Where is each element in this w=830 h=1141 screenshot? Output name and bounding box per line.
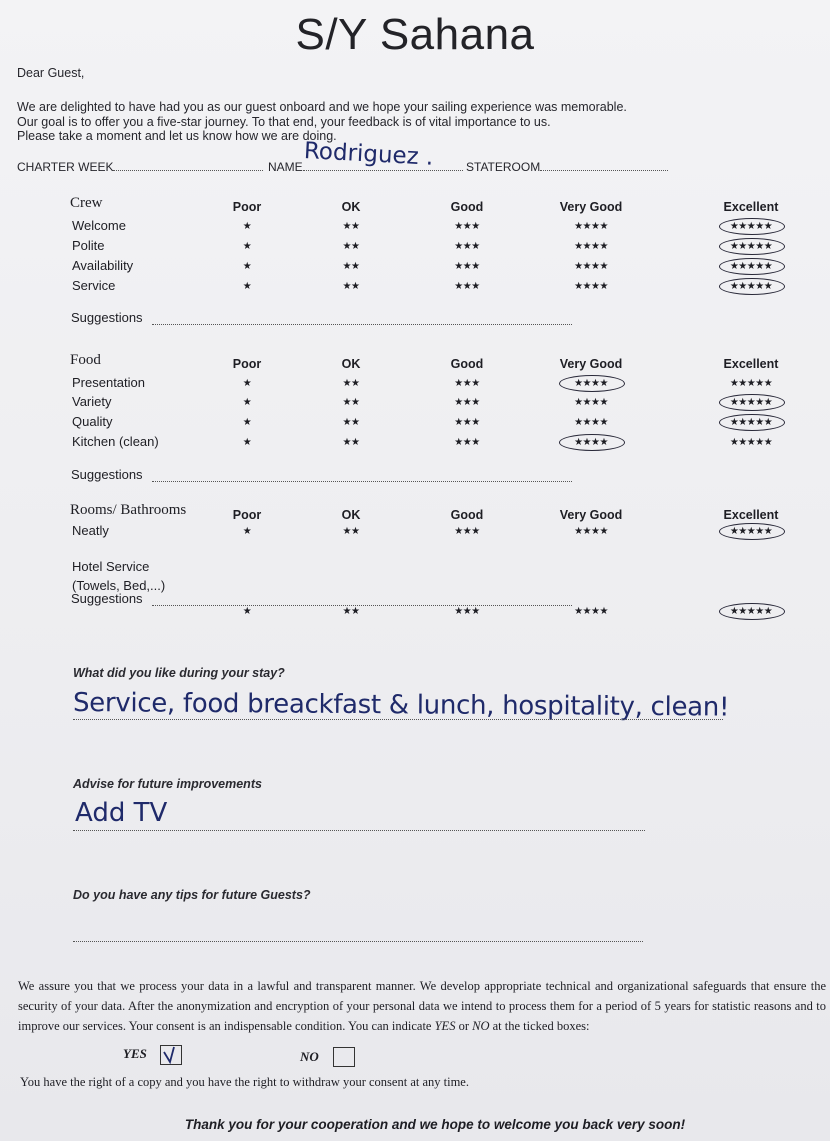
column-header-3: Very Good: [559, 200, 623, 214]
stateroom-field[interactable]: [466, 160, 668, 174]
column-header-4: Excellent: [723, 508, 779, 522]
rating-star-4[interactable]: ★★★★★: [729, 526, 773, 537]
suggestions-line-2[interactable]: [152, 604, 572, 606]
column-header-3: Very Good: [559, 357, 623, 371]
selected-rating-circle: [719, 218, 785, 235]
improve-question: Advise for future improvements: [73, 777, 262, 791]
charter-week-field[interactable]: [17, 160, 263, 174]
tips-question: Do you have any tips for future Guests?: [73, 888, 311, 902]
privacy-text-1: We assure you that we process your data in a lawful and transparent manner. We develop appropriate technical and organizational safeguards that ensure the security of your data. After the anonymization and encryption of your personal data we intend to process them for a period of 5 years for statistic reasons and to improve our services. Your consent is an indispensable condition. You can indicate: [18, 979, 826, 1033]
rating-star-2[interactable]: ★★★: [454, 261, 480, 272]
column-header-2: Good: [450, 357, 484, 371]
rating-star-3[interactable]: ★★★★: [574, 417, 608, 428]
liked-question: What did you like during your stay?: [73, 666, 285, 680]
rating-star-0[interactable]: ★: [242, 281, 252, 292]
suggestions-label-2: Suggestions: [71, 591, 143, 606]
rating-star-3[interactable]: ★★★★: [574, 606, 608, 617]
column-header-4: Excellent: [723, 200, 779, 214]
rating-star-0[interactable]: ★: [242, 378, 252, 389]
rating-star-1[interactable]: ★★: [342, 241, 360, 252]
rating-item-label: Welcome: [72, 218, 126, 233]
rating-star-2[interactable]: ★★★: [454, 417, 480, 428]
section-title-2: Rooms/ Bathrooms: [70, 502, 187, 518]
rating-star-4[interactable]: ★★★★★: [729, 437, 773, 448]
rating-star-1[interactable]: ★★: [342, 437, 360, 448]
selected-rating-circle: [559, 434, 625, 451]
consent-yes-checkbox[interactable]: [160, 1045, 182, 1065]
intro-line-1: We are delighted to have had you as our guest onboard and we hope your sailing experience was memorable.: [17, 100, 627, 114]
rating-star-2[interactable]: ★★★: [454, 241, 480, 252]
stateroom-line: [540, 160, 668, 171]
liked-answer[interactable]: Service, food breackfast & lunch, hospitality, clean!: [72, 688, 730, 723]
rating-star-4[interactable]: ★★★★★: [729, 261, 773, 272]
rating-star-4[interactable]: ★★★★★: [729, 281, 773, 292]
rating-star-1[interactable]: ★★: [342, 397, 360, 408]
rating-star-2[interactable]: ★★★: [454, 221, 480, 232]
rating-item-label: Service: [72, 278, 116, 293]
rating-star-0[interactable]: ★: [242, 221, 252, 232]
rating-star-2[interactable]: ★★★: [454, 606, 480, 617]
rating-star-1[interactable]: ★★: [342, 526, 360, 537]
privacy-text-2: at the ticked boxes:: [489, 1019, 590, 1033]
rating-star-0[interactable]: ★: [242, 437, 252, 448]
rating-star-1[interactable]: ★★: [342, 221, 360, 232]
consent-no-checkbox[interactable]: [333, 1047, 355, 1067]
column-header-1: OK: [341, 357, 361, 371]
name-value: Rodriguez .: [303, 138, 435, 171]
rating-star-2[interactable]: ★★★: [454, 378, 480, 389]
rating-item-label: Hotel Service: [72, 559, 150, 574]
rating-star-3[interactable]: ★★★★: [574, 378, 608, 389]
consent-no-label: NO: [300, 1049, 319, 1064]
rating-star-3[interactable]: ★★★★: [574, 397, 608, 408]
column-header-0: Poor: [232, 508, 262, 522]
rating-star-1[interactable]: ★★: [342, 417, 360, 428]
section-title-0: Crew: [70, 195, 103, 211]
selected-rating-circle: [719, 394, 785, 411]
rating-star-0[interactable]: ★: [242, 261, 252, 272]
rating-star-0[interactable]: ★: [242, 606, 252, 617]
rating-item-label: Presentation: [72, 375, 145, 390]
privacy-yes-inline: YES: [434, 1019, 456, 1033]
privacy-or: or: [455, 1019, 473, 1033]
rating-star-0[interactable]: ★: [242, 526, 252, 537]
rating-star-3[interactable]: ★★★★: [574, 241, 608, 252]
intro-line-3: Please take a moment and let us know how we are doing.: [17, 129, 337, 143]
selected-rating-circle: [719, 414, 785, 431]
privacy-statement: [18, 976, 826, 1036]
rating-star-1[interactable]: ★★: [342, 606, 360, 617]
rating-star-2[interactable]: ★★★: [454, 526, 480, 537]
section-title-1: Food: [70, 352, 101, 368]
rating-star-1[interactable]: ★★: [342, 378, 360, 389]
suggestions-label-1: Suggestions: [71, 467, 143, 482]
column-header-1: OK: [341, 200, 361, 214]
selected-rating-circle: [719, 258, 785, 275]
rating-item-label: Kitchen (clean): [72, 434, 159, 449]
thank-you-message: Thank you for your cooperation and we hope to welcome you back very soon!: [184, 1117, 686, 1132]
column-header-0: Poor: [232, 200, 262, 214]
selected-rating-circle: [719, 278, 785, 295]
liked-answer-line: [73, 718, 723, 720]
stateroom-label: STATEROOM: [466, 160, 541, 174]
rating-item-label: Quality: [72, 414, 113, 429]
charter-week-line: [113, 160, 263, 171]
column-header-2: Good: [450, 508, 484, 522]
rating-star-2[interactable]: ★★★: [454, 281, 480, 292]
consent-yes-label: YES: [123, 1046, 147, 1061]
rating-star-1[interactable]: ★★: [342, 261, 360, 272]
rating-star-4[interactable]: ★★★★★: [729, 221, 773, 232]
rating-item-label: Availability: [72, 258, 134, 273]
rating-star-1[interactable]: ★★: [342, 281, 360, 292]
tips-answer-line: [73, 940, 643, 942]
selected-rating-circle: [719, 238, 785, 255]
selected-rating-circle: [559, 375, 625, 392]
checkmark-icon: [161, 1046, 181, 1064]
rating-star-4[interactable]: ★★★★★: [729, 606, 773, 617]
column-header-1: OK: [341, 508, 361, 522]
privacy-no-inline: NO: [472, 1019, 490, 1033]
rating-star-2[interactable]: ★★★: [454, 437, 480, 448]
page-title: S/Y Sahana: [295, 10, 535, 59]
rating-item-label-2: (Towels, Bed,...): [72, 578, 166, 593]
rating-star-4[interactable]: ★★★★★: [729, 397, 773, 408]
column-header-4: Excellent: [723, 357, 779, 371]
rating-star-3[interactable]: ★★★★: [574, 281, 608, 292]
suggestions-line-0[interactable]: [152, 323, 572, 325]
rating-star-2[interactable]: ★★★: [454, 397, 480, 408]
column-header-2: Good: [450, 200, 484, 214]
improve-answer[interactable]: Add TV: [75, 798, 168, 828]
column-header-0: Poor: [232, 357, 262, 371]
selected-rating-circle: [719, 603, 785, 620]
suggestions-line-1[interactable]: [152, 480, 572, 482]
rating-item-label: Neatly: [72, 523, 109, 538]
rating-star-3[interactable]: ★★★★: [574, 526, 608, 537]
rating-star-4[interactable]: ★★★★★: [729, 417, 773, 428]
name-label: NAME: [268, 160, 303, 174]
rating-item-label: Polite: [72, 238, 105, 253]
rating-star-3[interactable]: ★★★★: [574, 261, 608, 272]
suggestions-label-0: Suggestions: [71, 310, 143, 325]
charter-week-label: CHARTER WEEK: [17, 160, 114, 174]
rating-star-0[interactable]: ★: [242, 397, 252, 408]
rating-star-4[interactable]: ★★★★★: [729, 241, 773, 252]
rating-star-3[interactable]: ★★★★: [574, 221, 608, 232]
privacy-rights: You have the right of a copy and you have the right to withdraw your consent at any time.: [20, 1075, 469, 1089]
selected-rating-circle: [719, 523, 785, 540]
column-header-3: Very Good: [559, 508, 623, 522]
improve-answer-line: [73, 829, 645, 831]
greeting: Dear Guest,: [17, 66, 85, 80]
rating-star-4[interactable]: ★★★★★: [729, 378, 773, 389]
rating-item-label: Variety: [72, 394, 112, 409]
rating-star-0[interactable]: ★: [242, 417, 252, 428]
rating-star-3[interactable]: ★★★★: [574, 437, 608, 448]
rating-star-0[interactable]: ★: [242, 241, 252, 252]
intro-line-2: Our goal is to offer you a five-star journey. To that end, your feedback is of vital importance to us.: [17, 115, 551, 129]
